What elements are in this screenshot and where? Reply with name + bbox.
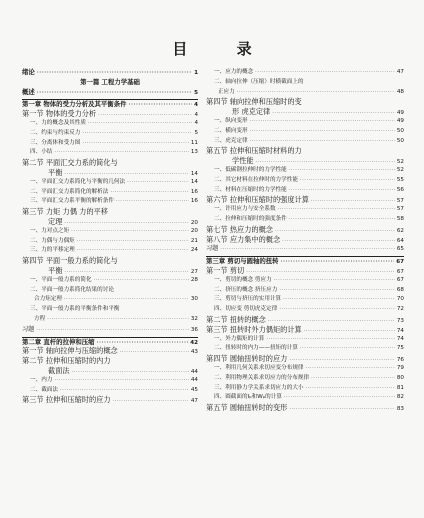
- toc-entry-page-number: 16: [190, 198, 198, 205]
- dot-leader: [283, 295, 395, 305]
- toc-entry-title: 第七节 热应力的概念: [206, 224, 273, 234]
- toc-entry-title: 第四节 轴向拉伸和压缩时的变: [206, 97, 302, 107]
- dot-leader: [306, 364, 395, 374]
- toc-entry-title: 三、平面一般力系的平衡条件和平衡: [30, 306, 120, 313]
- toc-entry-page-number: 4: [194, 119, 198, 126]
- toc-entry-title: 第三节 扭转时外力偶矩的计算: [206, 324, 302, 334]
- toc-entry-title: 第三章 剪切与圆轴的扭转: [206, 257, 279, 266]
- toc-entry: [22, 109, 198, 119]
- toc-entry: [206, 256, 404, 266]
- toc-entry: [206, 176, 404, 186]
- toc-entry: [22, 305, 198, 315]
- toc-entry-page-number: 4: [194, 102, 198, 109]
- toc-entry-title: 一、利用几何关系求切应变分布规律: [214, 364, 304, 371]
- toc-entry-page-number: 52: [396, 159, 404, 166]
- toc-entry: [206, 266, 404, 276]
- dot-leader: [127, 178, 189, 188]
- toc-entry-title: 二、轴向拉伸（压缩）时横截面上的: [214, 78, 304, 85]
- dot-leader: [300, 176, 395, 186]
- toc-entry-title: 第五节 拉伸和压缩时材料的力: [206, 146, 302, 156]
- toc-entry: [22, 315, 198, 325]
- toc-entry: [22, 68, 198, 78]
- toc-entry: [206, 166, 404, 176]
- toc-entry: [206, 215, 404, 225]
- toc-entry: [22, 168, 198, 178]
- toc-entry-title: 习题: [206, 245, 219, 253]
- toc-entry-title: 四、小结: [30, 149, 53, 156]
- toc-entry-page-number: 13: [190, 149, 198, 156]
- toc-entry-title: 四、圆截面的Iₚ和Wₚ的计算: [214, 394, 282, 401]
- toc-entry: [22, 266, 198, 276]
- toc-entry-page-number: 44: [190, 376, 198, 383]
- dot-leader: [250, 137, 395, 147]
- dot-leader: [250, 117, 395, 127]
- dot-leader: [279, 286, 395, 296]
- toc-entry-page-number: 64: [396, 237, 404, 244]
- dot-leader: [82, 139, 189, 149]
- toc-entry-page-number: 36: [190, 326, 198, 333]
- toc-entry: [206, 107, 404, 117]
- toc-entry-page-number: 44: [190, 368, 198, 375]
- toc-entry-title: 第一章 物体的受力分析及其平衡条件: [22, 100, 127, 109]
- dot-leader: [77, 246, 189, 256]
- toc-entry: [206, 117, 404, 127]
- toc-entry-page-number: 11: [190, 139, 198, 146]
- toc-entry: [22, 188, 198, 198]
- toc-entry-title: 一、应力的概念: [214, 69, 254, 75]
- toc-entry-page-number: 14: [190, 178, 198, 185]
- toc-entry-page-number: 67: [396, 276, 404, 283]
- toc-entry-title: 第二章 直杆的拉伸和压缩: [22, 337, 95, 346]
- toc-entry-title: 习题: [22, 325, 35, 333]
- dot-leader: [274, 276, 395, 286]
- dot-leader: [82, 129, 192, 139]
- toc-entry: [206, 286, 404, 296]
- dot-leader: [250, 127, 395, 137]
- toc-entry-page-number: 4: [194, 112, 198, 119]
- toc-entry-page-number: 79: [396, 364, 404, 371]
- toc-entry: [206, 393, 404, 403]
- toc-entry: [206, 305, 404, 315]
- toc-entry: [22, 129, 198, 139]
- toc-entry: [206, 384, 404, 394]
- toc-entry-title: 一、许用应力与安全系数: [214, 206, 276, 213]
- dot-leader: [60, 386, 189, 396]
- toc-entry-title: 三、力的平移定理: [30, 247, 75, 254]
- toc-entry: [206, 68, 404, 78]
- toc-entry-page-number: 55: [396, 176, 404, 183]
- toc-entry: [206, 244, 404, 254]
- toc-entry-page-number: 76: [396, 357, 404, 364]
- toc-entry: [22, 366, 198, 376]
- toc-entry-page-number: 48: [396, 88, 404, 95]
- dot-leader: [311, 374, 395, 384]
- toc-entry-page-number: 67: [396, 259, 404, 266]
- toc-entry-page-number: 43: [190, 349, 198, 356]
- dot-leader: [37, 89, 192, 99]
- toc-entry-page-number: 1: [194, 70, 198, 76]
- dot-leader: [54, 148, 188, 158]
- page-title: 目 录: [172, 40, 274, 58]
- toc-entry-page-number: 80: [396, 374, 404, 381]
- toc-entry-page-number: 21: [190, 237, 198, 244]
- toc-entry-page-number: 73: [396, 317, 404, 324]
- toc-entry-title: 方程: [34, 315, 46, 322]
- toc-entry: [22, 178, 198, 188]
- toc-entry-title: 三、剪切与挤压的实用计算: [214, 296, 282, 303]
- toc-entry: [206, 235, 404, 245]
- toc-entry-page-number: 58: [396, 215, 404, 222]
- toc-entry: [22, 158, 198, 168]
- dot-leader: [36, 326, 189, 336]
- toc-entry: [206, 403, 404, 413]
- toc-entry: [22, 246, 198, 256]
- toc-entry-page-number: 14: [190, 170, 198, 177]
- dot-leader: [266, 335, 395, 345]
- toc-entry: [206, 156, 404, 166]
- toc-entry: [206, 354, 404, 364]
- toc-entry: [206, 374, 404, 384]
- toc-entry-title: 二、截面法: [30, 386, 58, 393]
- toc-entry-title: 二、其它材料在拉伸时的力学性能: [214, 176, 298, 183]
- toc-entry-page-number: 5: [194, 129, 198, 136]
- toc-entry-title: 三、平面汇交力系平衡的解析条件: [30, 198, 114, 205]
- toc-entry-title: 一、内力: [30, 376, 53, 383]
- toc-entry-title: 第一节 轴向拉伸与压缩的概念: [22, 346, 118, 356]
- toc-left-column: [22, 68, 198, 405]
- toc-entry-title: 第五节 圆轴扭转时的变形: [206, 403, 288, 413]
- toc-entry: [206, 97, 404, 107]
- toc-entry-page-number: 72: [396, 306, 404, 313]
- toc-right-column: [206, 68, 404, 413]
- toc-entry-title: 概述: [22, 87, 35, 96]
- dot-leader: [289, 166, 395, 176]
- toc-entry-title: 四、切应变 剪切虎克定律: [214, 306, 278, 313]
- dot-leader: [289, 405, 395, 415]
- toc-entry-title: 第二节 扭转的概念: [206, 314, 266, 324]
- toc-entry: [206, 225, 404, 235]
- dot-leader: [77, 237, 189, 247]
- toc-entry-page-number: 56: [396, 186, 404, 193]
- toc-entry-page-number: 20: [190, 219, 198, 226]
- toc-entry: [206, 205, 404, 215]
- toc-entry-title: 第三节 拉伸和压缩时的应力: [22, 395, 111, 405]
- toc-entry-page-number: 57: [396, 206, 404, 213]
- toc-entry-page-number: 42: [190, 339, 198, 346]
- toc-entry-title: 第一篇 工程力学基础: [80, 77, 140, 86]
- toc-entry-title: 第一节 物体的受力分析: [22, 109, 97, 119]
- toc-entry: [206, 276, 404, 286]
- toc-entry-title: 二、横向变形: [214, 127, 248, 134]
- toc-entry-page-number: 50: [396, 137, 404, 144]
- toc-entry: [22, 346, 198, 356]
- toc-entry: [22, 119, 198, 129]
- dot-leader: [54, 376, 188, 386]
- toc-entry: [206, 315, 404, 325]
- toc-entry-page-number: 52: [396, 166, 404, 173]
- toc-entry-title: 平衡: [48, 265, 63, 275]
- toc-entry-title: 三、利用静力学关系求切应力的大小: [214, 384, 304, 391]
- toc-entry: [22, 78, 198, 88]
- toc-entry-title: 第八节 应力集中的概念: [206, 234, 281, 244]
- toc-entry-title: 二、约束与约束反力: [30, 129, 81, 136]
- toc-entry-title: 三、虎克定律: [214, 137, 248, 144]
- toc-entry-title: 三、分离体和受力图: [30, 139, 81, 146]
- toc-entry-title: 一、低碳钢拉伸时的力学性能: [214, 166, 287, 173]
- dot-leader: [116, 197, 189, 207]
- dot-leader: [88, 119, 192, 129]
- toc-entry-page-number: 5: [194, 89, 198, 96]
- toc-entry: [22, 395, 198, 405]
- toc-entry-page-number: 57: [396, 198, 404, 205]
- toc-entry-page-number: 82: [396, 394, 404, 401]
- dot-leader: [220, 245, 395, 255]
- dot-leader: [289, 186, 395, 196]
- toc-entry-page-number: 16: [190, 188, 198, 195]
- toc-entry-title: 一、纵向变形: [214, 117, 248, 124]
- toc-entry: [206, 364, 404, 374]
- toc-entry: [206, 146, 404, 156]
- toc-entry: [22, 386, 198, 396]
- toc-entry: [22, 217, 198, 227]
- toc-entry-title: 学性能: [232, 156, 254, 166]
- toc-entry-title: 第四节 平面一般力系的简化与: [22, 256, 118, 266]
- dot-leader: [306, 384, 395, 394]
- toc-entry: [206, 88, 404, 98]
- toc-entry-page-number: 50: [396, 127, 404, 134]
- dot-leader: [237, 88, 395, 98]
- toc-entry: [22, 197, 198, 207]
- toc-entry: [22, 256, 198, 266]
- toc-entry: [206, 295, 404, 305]
- toc-entry: [206, 325, 404, 335]
- toc-entry: [22, 207, 198, 217]
- toc-entry: [22, 286, 198, 296]
- toc-entry: [22, 88, 198, 98]
- toc-entry-title: 二、挤压的概念 挤压应力: [214, 286, 278, 293]
- dot-leader: [47, 315, 189, 325]
- toc-entry-page-number: 62: [396, 227, 404, 234]
- toc-entry-page-number: 83: [396, 406, 404, 413]
- toc-entry-page-number: 67: [396, 268, 404, 275]
- toc-entry-page-number: 20: [190, 227, 198, 234]
- toc-entry-title: 合力矩定理: [34, 296, 62, 303]
- toc-entry-page-number: 65: [396, 246, 404, 253]
- toc-entry-title: 二、平面汇交力系简化的解析法: [30, 188, 109, 195]
- toc-entry-title: 形 虎克定律: [232, 107, 271, 117]
- toc-entry: [206, 127, 404, 137]
- toc-entry-title: 第二节 拉伸和压缩时的内力: [22, 356, 111, 366]
- toc-entry: [206, 335, 404, 345]
- toc-entry-page-number: 24: [190, 247, 198, 254]
- toc-entry-title: 第六节 拉伸和压缩时的强度计算: [206, 195, 309, 205]
- toc-entry: [22, 376, 198, 386]
- dot-leader: [71, 227, 189, 237]
- toc-entry: [22, 276, 198, 286]
- toc-entry-page-number: 49: [396, 110, 404, 117]
- toc-entry-title: 第三节 力矩 力偶 力的平移: [22, 207, 108, 217]
- toc-entry-page-number: 32: [190, 315, 198, 322]
- toc-entry-title: 平衡: [48, 167, 63, 177]
- toc-entry-title: 第四节 圆轴扭转时的应力: [206, 354, 288, 364]
- toc-entry-title: 一、力对点之矩: [30, 227, 70, 234]
- toc-entry: [22, 139, 198, 149]
- dot-leader: [110, 188, 189, 198]
- toc-entry-page-number: 45: [190, 386, 198, 393]
- toc-entry-title: 第二节 平面汇交力系的简化与: [22, 158, 118, 168]
- toc-entry-title: 二、扭转时的内力——扭矩的计算: [214, 345, 298, 352]
- toc-entry-title: 三、材料在压缩时的力学性能: [214, 186, 287, 193]
- dot-leader: [300, 344, 395, 354]
- toc-entry-title: 二、拉伸和压缩时的强度条件: [214, 215, 287, 222]
- toc-entry-page-number: 81: [396, 384, 404, 391]
- toc-entry-page-number: 70: [396, 296, 404, 303]
- toc-entry-title: 正应力: [218, 88, 235, 95]
- toc-entry: [206, 344, 404, 354]
- toc-entry-page-number: 47: [190, 398, 198, 405]
- toc-entry: [22, 295, 198, 305]
- toc-entry: [22, 227, 198, 237]
- toc-entry-page-number: 74: [396, 327, 404, 334]
- toc-entry-page-number: 49: [396, 117, 404, 124]
- toc-entry-title: 绪论: [22, 68, 35, 76]
- toc-entry-title: 一、剪切的概念 剪应力: [214, 276, 272, 283]
- toc-entry-page-number: 27: [190, 268, 198, 275]
- dot-leader: [94, 276, 189, 286]
- toc-entry: [22, 325, 198, 335]
- dot-leader: [284, 393, 395, 403]
- toc-entry-title: 二、平面一般力系简化结果的讨论: [30, 286, 114, 293]
- toc-entry-title: 一、平面汇交力系简化与平衡的几何法: [30, 178, 126, 185]
- toc-entry: [22, 99, 198, 109]
- dot-leader: [279, 305, 395, 315]
- dot-leader: [289, 215, 395, 225]
- toc-entry-title: 一、平面一般力系的简化: [30, 276, 92, 283]
- toc-entry-page-number: 30: [190, 296, 198, 303]
- toc-entry-page-number: 47: [396, 69, 404, 75]
- toc-entry: [22, 356, 198, 366]
- toc-entry: [206, 137, 404, 147]
- toc-entry-title: 一、外力偶矩的计算: [214, 335, 265, 342]
- toc-entry-page-number: 75: [396, 345, 404, 352]
- dot-leader: [113, 397, 189, 407]
- toc-entry: [22, 337, 198, 347]
- toc-entry: [206, 78, 404, 88]
- dot-leader: [255, 68, 395, 78]
- toc-entry-title: 二、力偶与力偶矩: [30, 237, 75, 244]
- toc-entry-title: 第一节 剪切: [206, 265, 245, 275]
- toc-entry-title: 定理: [48, 216, 63, 226]
- dot-leader: [278, 205, 395, 215]
- toc-entry-title: 一、力的概念及其性质: [30, 119, 86, 126]
- toc-entry: [22, 148, 198, 158]
- toc-entry-title: 二、利用物理关系求切应力的分布规律: [214, 374, 310, 381]
- toc-entry-page-number: 68: [396, 286, 404, 293]
- dot-leader: [64, 295, 189, 305]
- toc-entry-title: 截面法: [48, 365, 70, 375]
- toc-entry: [206, 195, 404, 205]
- toc-entry-page-number: 74: [396, 335, 404, 342]
- toc-entry-page-number: 28: [190, 276, 198, 283]
- toc-entry: [22, 237, 198, 247]
- toc-entry: [206, 186, 404, 196]
